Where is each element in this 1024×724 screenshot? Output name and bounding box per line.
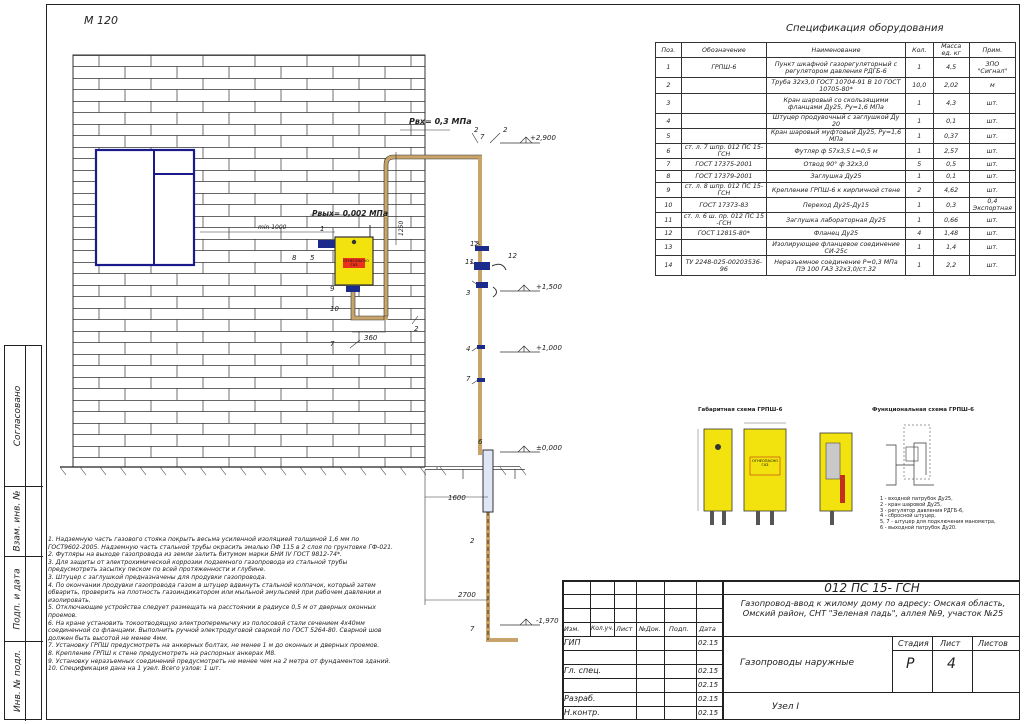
spec-cell: 9 (656, 183, 682, 198)
spec-h-note: Прим. (969, 43, 1015, 58)
callout-6: 6 (478, 438, 483, 446)
func-legend (880, 497, 1010, 532)
callout-2a: 2 (474, 126, 479, 134)
spec-cell: шт. (969, 213, 1015, 228)
spec-cell: шт. (969, 114, 1015, 129)
spec-cell: 12 (656, 228, 682, 240)
spec-cell: шт. (969, 129, 1015, 144)
spec-cell (681, 78, 766, 94)
callout-5: 5 (310, 254, 315, 262)
spec-cell: 1,48 (933, 228, 969, 240)
spec-cell: 5 (905, 159, 933, 171)
spec-cell: 1 (905, 94, 933, 114)
spec-cell: Кран шаровый муфтовый Ду25, Ру=1,6 МПа (767, 129, 906, 144)
spec-cell: 7 (656, 159, 682, 171)
spec-cell: Переход Ду25-Ду15 (767, 198, 906, 213)
spec-cell: 2 (656, 78, 682, 94)
spec-cell: 8 (656, 171, 682, 183)
spec-cell: Пункт шкафной газорегуляторный с регулятором давления РДГБ-6 (767, 58, 906, 78)
spec-cell: ЗПО "Сигнал" (969, 58, 1015, 78)
sidebar-inv-number: Инв. № подл. (13, 649, 23, 713)
callout-9: 9 (330, 285, 335, 293)
sidebar-agreed: Согласовано (13, 385, 24, 447)
title-block (562, 580, 1020, 720)
spec-cell: 1 (905, 144, 933, 159)
dim-1250: 1250 (398, 220, 405, 236)
sheet-value: 4 (947, 656, 956, 672)
sheet-title: Узел I (772, 702, 800, 712)
callout-2b: 2 (503, 126, 508, 134)
spec-cell: шт. (969, 94, 1015, 114)
spec-cell: 4,3 (933, 94, 969, 114)
spec-cell: шт. (969, 228, 1015, 240)
spec-cell: ГРПШ-6 (681, 58, 766, 78)
legend-item: 4 - сбросной штуцер, (880, 513, 936, 520)
spec-row (656, 144, 1016, 159)
callout-2c: 2 (470, 537, 475, 545)
legend-item: 2 - кран шаровой Ду25, (880, 501, 942, 508)
role-glspec: Гл. спец. (564, 666, 602, 675)
spec-cell: 3 (656, 94, 682, 114)
stage-label: Стадия (898, 639, 929, 648)
spec-cell: 2,57 (933, 144, 969, 159)
spec-cell: 1 (905, 213, 933, 228)
pressure-in-label: Рвх= 0,3 МПа (409, 117, 472, 126)
spec-cell (681, 114, 766, 129)
note: 5. Отключающие устройства следует размещать на расстоянии в радиусе 0,5 м от дверных оконных проемов. (48, 604, 377, 619)
legend-item: 3 - регулятор давления РДГБ-6, (880, 507, 964, 514)
spec-cell: 10,0 (905, 78, 933, 94)
callout-11: 11 (465, 258, 474, 266)
subtitle: Газопроводы наружные (740, 658, 854, 668)
spec-cell: 0,1 (933, 171, 969, 183)
spec-cell: 2,02 (933, 78, 969, 94)
spec-cell: шт. (969, 144, 1015, 159)
sidebar-sign-date: Подп. и дата (13, 567, 23, 630)
spec-cell: Кран шаровый со скользящими фланцами Ду25, Ру=1,6 МПа (767, 94, 906, 114)
callout-4: 4 (466, 345, 471, 353)
note: 3. Штуцер с заглушкой предназначены для продувки газопровода. (48, 573, 267, 581)
spec-cell: ст. л. 6 ш. пр. 012 ПС 15 -ГСН (681, 213, 766, 228)
spec-cell: 0,4 Экспортная (969, 198, 1015, 213)
role-nkontr: Н.контр. (564, 708, 600, 717)
date-3: 02.15 (698, 681, 719, 689)
spec-row (656, 198, 1016, 213)
spec-cell: м (969, 78, 1015, 94)
spec-row (656, 213, 1016, 228)
cabinet-warning: ОГНЕОПАСНО ГАЗ (343, 259, 370, 267)
note: 6. На кране установить токоотводящую электроперемычку из полосовой стали сечением 4х40мм соединенной со фланцами. Выполнить ручной электродуговой сваркой по ГОСТ 5264-80. Сварной шов должен быть высотой не менее 4мм. (48, 619, 382, 642)
spec-row (656, 240, 1016, 256)
spec-cell: 1 (905, 240, 933, 256)
note: 10. Спецификация дана на 1 узел. Всего узлов: 1 шт. (48, 665, 221, 673)
spec-h-mass: Масса ед. кг (933, 43, 969, 58)
date-5: 02.15 (698, 709, 719, 717)
spec-row (656, 78, 1016, 94)
callout-3: 3 (466, 289, 471, 297)
date-1: 02.15 (698, 639, 719, 647)
window (96, 150, 194, 265)
spec-cell: 5 (656, 129, 682, 144)
callout-7b: 7 (470, 625, 475, 633)
spec-cell: 0,3 (933, 198, 969, 213)
spec-cell: Футляр ф 57х3,5 L=0,5 м (767, 144, 906, 159)
spec-row (656, 183, 1016, 198)
spec-cell: 4,5 (933, 58, 969, 78)
callout-8: 8 (292, 254, 297, 262)
spec-cell: 1 (905, 171, 933, 183)
elev-1500: +1,500 (536, 283, 562, 291)
spec-row (656, 171, 1016, 183)
spec-cell: Отвод 90° ф 32х3,0 (767, 159, 906, 171)
spec-h-name: Наименование (767, 43, 906, 58)
spec-cell (681, 94, 766, 114)
spec-cell: 2,2 (933, 256, 969, 276)
stage-value: Р (906, 656, 915, 672)
spec-cell: 4 (905, 228, 933, 240)
note: 2. Футляры на выходе газопровода из земли залить битумом марки БНИ IV ГОСТ 9812-74*. (48, 551, 342, 559)
dim-360: 360 (364, 334, 378, 342)
spec-cell: ГОСТ 17375-2001 (681, 159, 766, 171)
gabarit-title: Габаритная схема ГРПШ-6 (698, 407, 783, 413)
spec-row (656, 228, 1016, 240)
spec-cell: 0,37 (933, 129, 969, 144)
spec-cell: шт. (969, 171, 1015, 183)
spec-cell: 1 (905, 198, 933, 213)
callout-2d: 2 (414, 325, 419, 333)
spec-cell: 1 (905, 129, 933, 144)
col-ndok: №Док. (639, 625, 661, 633)
spec-cell: 1,4 (933, 240, 969, 256)
spec-cell: 1 (905, 58, 933, 78)
spec-cell: ГОСТ 17379-2001 (681, 171, 766, 183)
spec-cell: 4,62 (933, 183, 969, 198)
note: 4. По окончании продувки газопровода газом в штуцер вдвинуть стальной колпачок, который затем обварить, проверить на плотность газоиндикатором или мыльной эмульсией при рабочем давлении и изолировать. (48, 581, 382, 604)
spec-table (655, 42, 1016, 276)
doc-code: 012 ПС 15- ГСН (824, 581, 920, 595)
sheets-label: Листов (978, 639, 1008, 648)
spec-cell: 10 (656, 198, 682, 213)
legend-item: 1 - входной патрубок Ду25, (880, 496, 953, 502)
note: 3. Для защиты от электрохимической коррозии подземного газопровода из стальной трубы предусмотреть засыпку песком по всей протяженности и глубине. (48, 558, 348, 574)
col-izm: Изм. (564, 625, 580, 633)
callout-7d: 7 (480, 133, 485, 141)
spec-row (656, 129, 1016, 144)
pipe-casing (483, 450, 493, 512)
date-2: 02.15 (698, 667, 719, 675)
spec-cell: ГОСТ 17373-83 (681, 198, 766, 213)
dim-1600: 1600 (448, 494, 466, 502)
spec-cell: 2 (905, 183, 933, 198)
spec-title: Спецификация оборудования (786, 23, 944, 34)
spec-h-qty: Кол. (905, 43, 933, 58)
callout-1: 1 (320, 225, 325, 233)
role-gip: ГИП (564, 638, 581, 647)
sheet-label: Лист (940, 639, 961, 648)
elev-2900: +2,900 (530, 134, 556, 142)
general-notes (48, 536, 393, 673)
scale-label: М 120 (84, 14, 118, 27)
spec-cell: Неразъемное соединение Р=0,3 МПа ПЭ 100 ГАЗ 32х3,0/ст.32 (767, 256, 906, 276)
elev-neg: -1,970 (536, 617, 559, 625)
spec-cell: Заглушка Ду25 (767, 171, 906, 183)
note: 7. Установку ГРПШ предусмотреть на анкерных болтах, не менее 1 м до оконных и дверных проемов. (48, 642, 380, 650)
spec-cell (681, 129, 766, 144)
spec-cell: 0,1 (933, 114, 969, 129)
spec-row (656, 159, 1016, 171)
pressure-out-label: Рвых= 0,002 МПа (312, 209, 388, 218)
note: 1. Надземную часть газового стояка покрыть весьма усиленной изоляцией толщиной 1,6 мм по ГОСТ9602-2005. Надземную часть стальной трубы окрасить эмалью ПФ 115 в 2 слоя по грунтовке ГФ-021. (48, 536, 393, 551)
spec-cell: 1 (905, 256, 933, 276)
spec-cell: 6 (656, 144, 682, 159)
spec-row (656, 114, 1016, 129)
spec-cell: шт. (969, 159, 1015, 171)
note: 8. Крепление ГРПШ к стене предусмотреть на распорных анкерах М8. (48, 649, 277, 657)
spec-cell: Крепление ГРПШ-6 к кирпичной стене (767, 183, 906, 198)
legend-item: 5, 7 - штуцер для подключения манометра, (880, 519, 996, 526)
callout-7c: 7 (330, 340, 335, 348)
dim-min1000: min 1000 (258, 224, 287, 231)
spec-cell (681, 240, 766, 256)
spec-cell: Изолирующее фланцевое соединение СИ-25с (767, 240, 906, 256)
legend-item: 6 - выходной патрубок Ду20. (880, 524, 957, 531)
spec-cell: Заглушка лабораторная Ду25 (767, 213, 906, 228)
elev-1000: +1,000 (536, 344, 562, 352)
spec-cell: 0,5 (933, 159, 969, 171)
callout-7: 7 (466, 375, 471, 383)
spec-cell: шт. (969, 256, 1015, 276)
spec-cell: 0,66 (933, 213, 969, 228)
cab-warning: ОГНЕОПАСНО ГАЗ (751, 459, 779, 467)
callout-10: 10 (330, 305, 339, 313)
role-razrab: Разраб. (564, 694, 596, 703)
spec-cell: шт. (969, 240, 1015, 256)
sidebar-replace-inv: Взам. инв. № (13, 490, 24, 552)
spec-cell: Труба 32х3,0 ГОСТ 10704-91 В 10 ГОСТ 10705-80* (767, 78, 906, 94)
col-podp: Подп. (669, 625, 689, 633)
note: 9. Установку неразъемных соединений предусмотреть не менее чем на 2 метра от фундаментов зданий. (48, 657, 391, 665)
spec-cell: ГОСТ 12815-80* (681, 228, 766, 240)
callout-12b: 12 (508, 252, 517, 260)
col-data: Дата (699, 625, 716, 633)
spec-cell: 4 (656, 114, 682, 129)
spec-cell: ст. л. 8 шпр. 012 ПС 15-ГСН (681, 183, 766, 198)
spec-cell: шт. (969, 183, 1015, 198)
spec-cell: 14 (656, 256, 682, 276)
col-kol: Кол.уч. (591, 625, 614, 632)
spec-cell: 1 (905, 114, 933, 129)
spec-row (656, 58, 1016, 78)
spec-cell: ст. л. 7 шпр. 012 ПС 15-ГСН (681, 144, 766, 159)
spec-cell: Штуцер продувочный с заглушкой Ду 20 (767, 114, 906, 129)
elev-0: ±0,000 (536, 444, 562, 452)
spec-row (656, 94, 1016, 114)
date-4: 02.15 (698, 695, 719, 703)
spec-row (656, 256, 1016, 276)
spec-cell: 1 (656, 58, 682, 78)
func-title: Функциональная схема ГРПШ-6 (872, 407, 974, 413)
spec-h-designation: Обозначение (681, 43, 766, 58)
spec-cell: 11 (656, 213, 682, 228)
callout-12: 12 (470, 240, 479, 248)
dim-2700: 2700 (458, 591, 476, 599)
doc-description: Газопровод-ввод к жилому дому по адресу: Омская область, Омский район, СНТ "Зеленая падь", аллея №9, участок №25 (740, 598, 1006, 618)
spec-cell: Фланец Ду25 (767, 228, 906, 240)
spec-cell: ТУ 2248-025-00203536-96 (681, 256, 766, 276)
spec-h-pos: Поз. (656, 43, 682, 58)
col-list: Лист (616, 625, 633, 633)
spec-cell: 13 (656, 240, 682, 256)
